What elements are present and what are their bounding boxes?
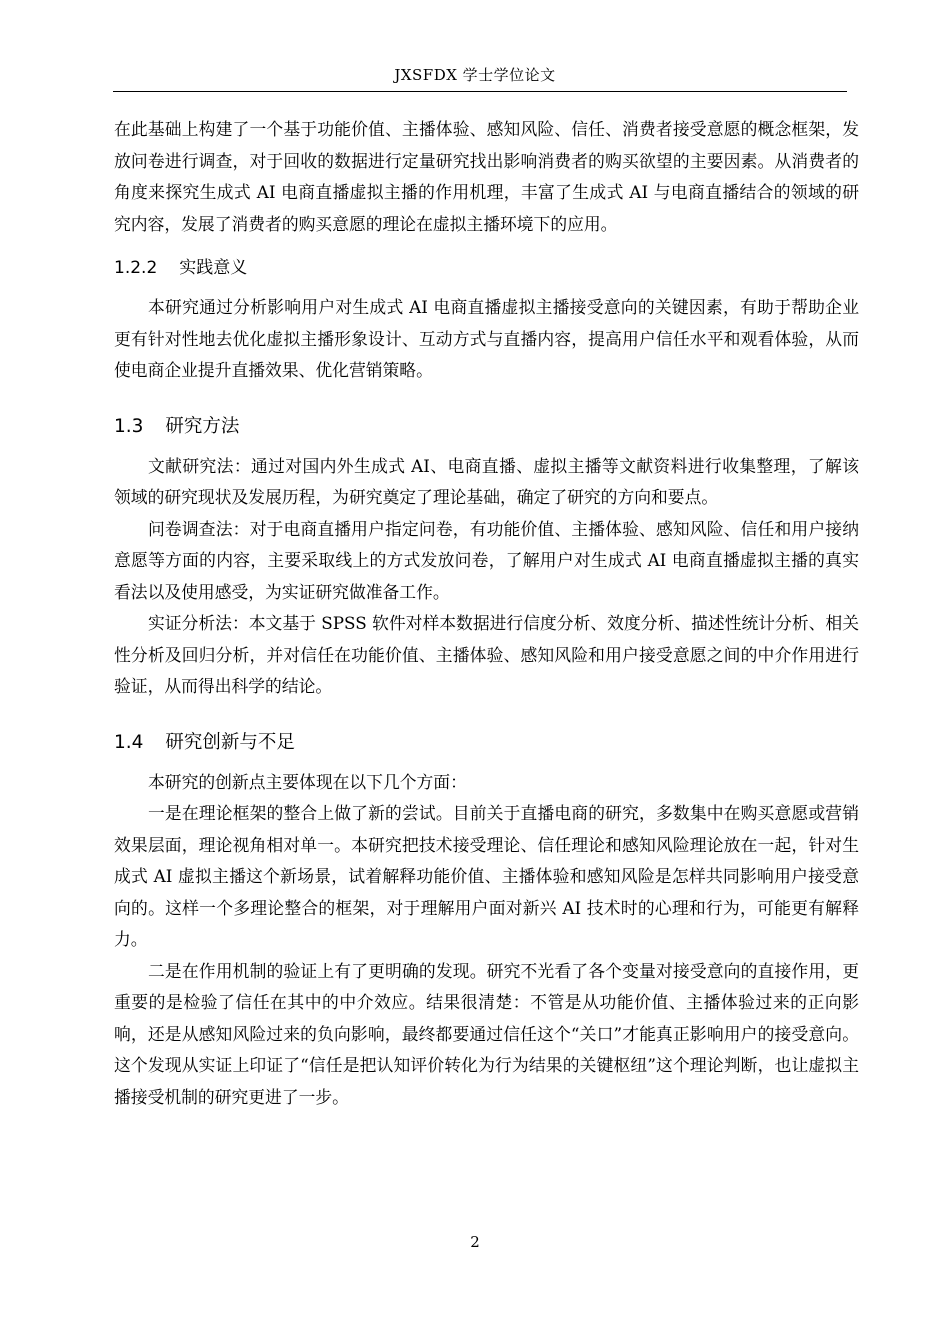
paragraph-survey-method: 问卷调查法：对于电商直播用户指定问卷，有功能价值、主播体验、感知风险、信任和用户接纳意愿等方面的内容，主要采取线上的方式发放问卷，了解用户对生成式 AI 电商直播虚拟主播的真实看法以及使用感受，为实证研究做准备工作。 (114, 518, 859, 602)
paragraph-empirical-method: 实证分析法：本文基于 SPSS 软件对样本数据进行信度分析、效度分析、描述性统计分析、相关性分析及回归分析，并对信任在功能价值、主播体验、感知风险和用户接受意愿之间的中介作用进行验证，从而得出科学的结论。 (114, 613, 859, 696)
section-title: 实践意义 (179, 258, 248, 278)
section-heading-1-4 (114, 728, 859, 758)
section-number: 1.4 (114, 731, 144, 753)
section-heading-1-3 (114, 412, 859, 442)
paragraph-framework: 在此基础上构建了一个基于功能价值、主播体验、感知风险、信任、消费者接受意愿的概念框架，发放问卷进行调查，对于回收的数据进行定量研究找出影响消费者的购买欲望的主要因素。从消费者的角度来探究生成式 AI 电商直播虚拟主播的作用机理，丰富了生成式 AI 与电商直播结合的领域的研究内容，发展了消费者的购买意愿的理论在虚拟主播环境下的应用。 (114, 119, 859, 234)
paragraph-literature-method: 文献研究法：通过对国内外生成式 AI、电商直播、虚拟主播等文献资料进行收集整理，了解该领域的研究现状及发展历程，为研究奠定了理论基础，确定了研究的方向和要点。 (114, 455, 859, 507)
section-title: 研究创新与不足 (165, 731, 295, 753)
page-number: 2 (470, 1233, 480, 1251)
running-header: JXSFDX 学士学位论文 (394, 66, 556, 84)
paragraph-practical-significance: 本研究通过分析影响用户对生成式 AI 电商直播虚拟主播接受意向的关键因素，有助于帮助企业更有针对性地去优化虚拟主播形象设计、互动方式与直播内容，提高用户信任水平和观看体验，从而使电商企业提升直播效果、优化营销策略。 (114, 297, 859, 380)
section-heading-1-2-2 (114, 254, 859, 282)
paragraph-innovation-one: 一是在理论框架的整合上做了新的尝试。目前关于直播电商的研究，多数集中在购买意愿或营销效果层面，理论视角相对单一。本研究把技术接受理论、信任理论和感知风险理论放在一起，针对生成式 AI 虚拟主播这个新场景，试着解释功能价值、主播体验和感知风险是怎样共同影响用户接受意向的。这样一个多理论整合的框架，对于理解用户面对新兴 AI 技术时的心理和行为，可能更有解释力。 (114, 803, 859, 949)
header-rule (113, 91, 847, 92)
section-title: 研究方法 (165, 415, 240, 437)
section-number: 1.3 (114, 415, 144, 437)
section-number: 1.2.2 (114, 258, 158, 278)
paragraph-innovation-intro: 本研究的创新点主要体现在以下几个方面： (148, 771, 467, 792)
paragraph-innovation-two: 二是在作用机制的验证上有了更明确的发现。研究不光看了各个变量对接受意向的直接作用，更重要的是检验了信任在其中的中介效应。结果很清楚：不管是从功能价值、主播体验过来的正向影响，还是从感知风险过来的负向影响，最终都要通过信任这个“关口”才能真正影响用户的接受意向。这个发现从实证上印证了“信任是把认知评价转化为行为结果的关键枢纽”这个理论判断，也让虚拟主播接受机制的研究更进了一步。 (114, 960, 859, 1107)
page-body (114, 114, 859, 1113)
